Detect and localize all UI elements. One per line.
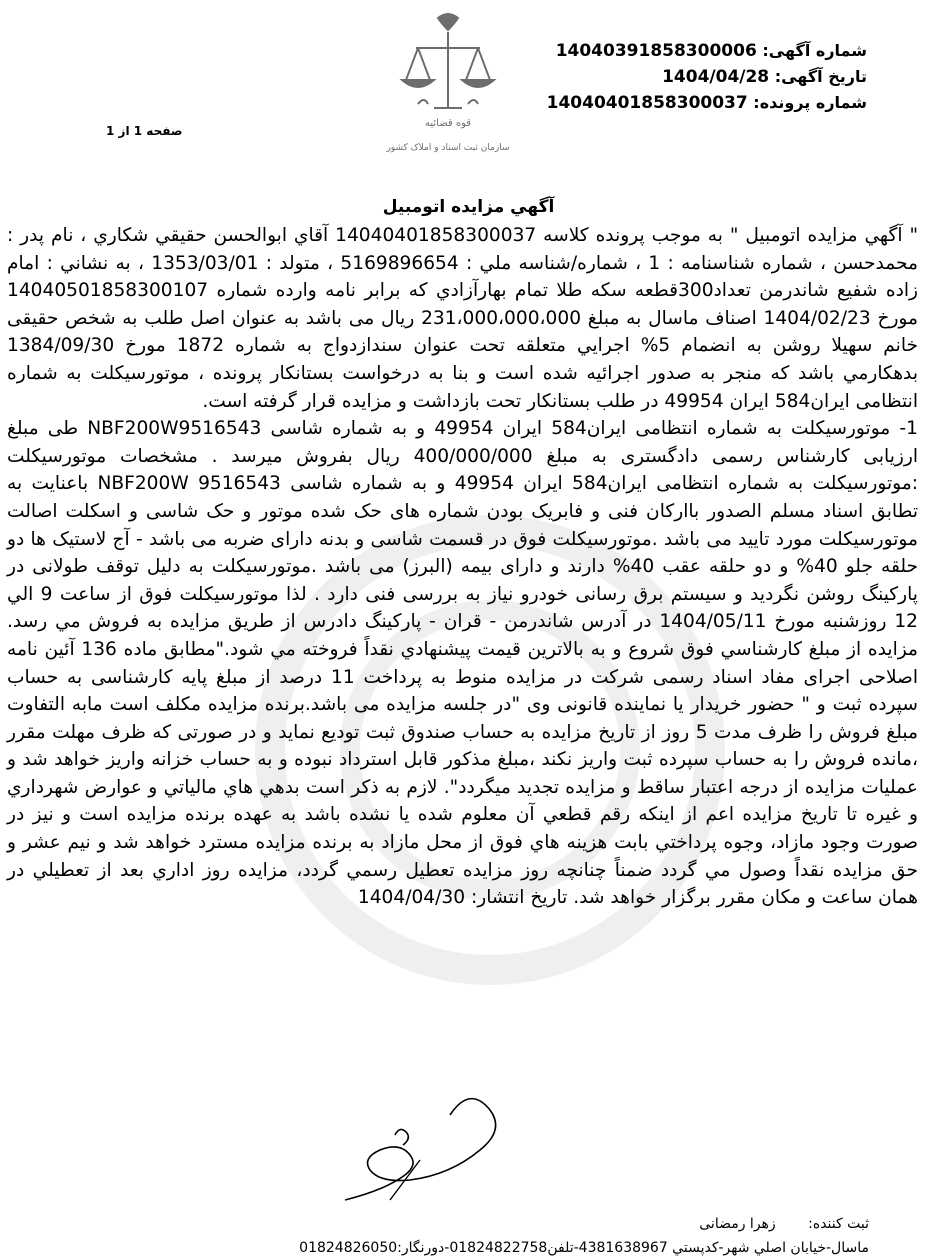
paragraph-intro: " آگهي مزايده اتومبيل " به موجب پرونده کلاسه 14040401858300037 آقاي ابوالحسن حقيقي شکاري ، نام پدر : محمدحسن ، شماره شناسنامه : 1 ، شماره/شناسه ملي : 5169896654 ، متولد : 1353/03/01 ، به نشاني : امام زاده شفيع شاندرمن تعداد300قطعه سکه طلا تمام بهارآزادي که برابر نامه وارده شماره 14040501858300107 مورخ 1404/02/23 اصناف ماسال به مبلغ 231،000،000،000 ريال می باشد به عنوان اصل طلب به شخص حقیقی خانم سهیلا روشن به انضمام 5% اجرايي متعلقه تحت عنوان سندازدواج به شماره 1872 مورخ 1384/09/30 بدهکارمي باشد که منجر به صدور اجرائيه شده است و بنا به درخواست بستانکار پرونده ، موتورسیکلت به شماره انتظامی ایران584 ایران 49954 در طلب بستانکار تحت بازداشت و مزایده قرار گرفته است. <box>7 225 919 412</box>
registrar-label: ثبت کننده: <box>808 1216 869 1232</box>
file-number-row <box>507 90 867 116</box>
notice-number-value: 14040391858300006 <box>555 41 757 61</box>
file-number-value: 14040401858300037 <box>546 93 748 113</box>
notice-number-label: شماره آگهی: <box>762 41 867 60</box>
notice-date-row <box>507 64 867 90</box>
registrar-line <box>0 1216 869 1232</box>
address-line: ماسال-خيابان اصلي شهر-کدپستي 4381638967-تلفن01824822758-دورنگار:01824826050 <box>299 1240 869 1256</box>
file-number-label: شماره پرونده: <box>753 93 867 112</box>
notice-number-row <box>507 38 867 64</box>
svg-text:قوه قضائیه: قوه قضائیه <box>424 118 472 129</box>
signature-icon <box>300 1075 520 1205</box>
page-title: آگهي مزايده اتومبيل <box>382 197 555 217</box>
notice-date-value: 1404/04/28 <box>662 67 770 87</box>
notice-date-label: تاریخ آگهی: <box>774 67 867 86</box>
paragraph-details: 1- موتورسیکلت به شماره انتظامی ایران584 ایران 49954 و به شماره شاسی NBF200W9516543 طی مبلغ ارزیابی کارشناس رسمی دادگستری به مبلغ 400/000/000 ریال بفروش میرسد . مشخصات موتورسیکلت :موتورسیکلت به شماره انتظامی ایران584 ایران 49954 و به شماره شاسی NBF200W 9516543 باعنایت به تطابق اسناد مسلم الصدور باارکان فنی و فابریک بودن شماره های حک شده موتور و حک شاسی و اسکلت اصالت موتورسیکلت مورد تایید می باشد .موتورسیکلت فوق در قسمت شاسی و بدنه دارای ضربه می باشد - آج لاستیک ها دو حلقه جلو 40% و دو حلقه عقب 40% دارند و دارای بیمه (البرز) می باشد .موتورسیکلت به دلیل توقف طولانی در پارکینگ روشن نگردید و سیستم برق رسانی خودرو نیاز به بررسی فنی دارد . لذا موتورسیکلت فوق از ساعت 9 الي 12 روزشنبه مورخ 1404/05/11 در آدرس شاندرمن - قران - پارکینگ دادرس از طريق مزايده به فروش مي رسد. مزايده از مبلغ کارشناسي فوق شروع و به بالاترين قيمت پيشنهادي نقداً فروخته مي شود."مطابق ماده 136 آئين نامه اصلاحی اجرای مفاد اسناد رسمی شرکت در مزايده منوط به پرداخت 11 درصد از مبلغ پايه کارشناسی به حساب سپرده ثبت و " حضور خریدار یا نماینده قانونی وی "در جلسه مزایده می باشد.برنده مزایده مکلف است مابه التفاوت مبلغ فروش را ظرف مدت 5 روز از تاریخ مزایده به حساب صندوق ثبت تودیع نماید و در صورتی که ظرف مهلت مقرر ،مانده فروش را به حساب سپرده ثبت واریز نکند ،مبلغ مذکور قابل استرداد نبوده و به حساب خزانه واریز خواهد شد و عملیات مزایده از درجه اعتبار ساقط و مزایده تجدید میگردد". لازم به ذکر است بدهي هاي مالياتي و عوارض شهرداري و غيره تا تاريخ مزايده اعم از اينکه رقم قطعي آن معلوم شده يا نشده باشد به عهده برنده مزايده است و نيز در صورت وجود مازاد، وجوه پرداختي بابت هزينه هاي فوق از محل مازاد به برنده مزايده مسترد خواهد شد و نيم عشر و حق مزايده نقداً وصول مي گردد ضمناً چنانچه روز مزايده تعطيل رسمي گردد، مزايده روز اداري بعد از تعطيلي در همان ساعت و مکان مقرر برگزار خواهد شد. تاريخ انتشار: 1404/04/30 <box>7 418 919 909</box>
svg-text:سازمان ثبت اسناد و املاک کشور: سازمان ثبت اسناد و املاک کشور <box>386 143 510 153</box>
registrar-name: زهرا رمضانی <box>699 1216 776 1232</box>
page-indicator: صفحه 1 از 1 <box>106 124 183 138</box>
notice-meta <box>507 38 867 116</box>
notice-body <box>7 222 918 912</box>
judiciary-emblem-icon <box>378 8 518 158</box>
